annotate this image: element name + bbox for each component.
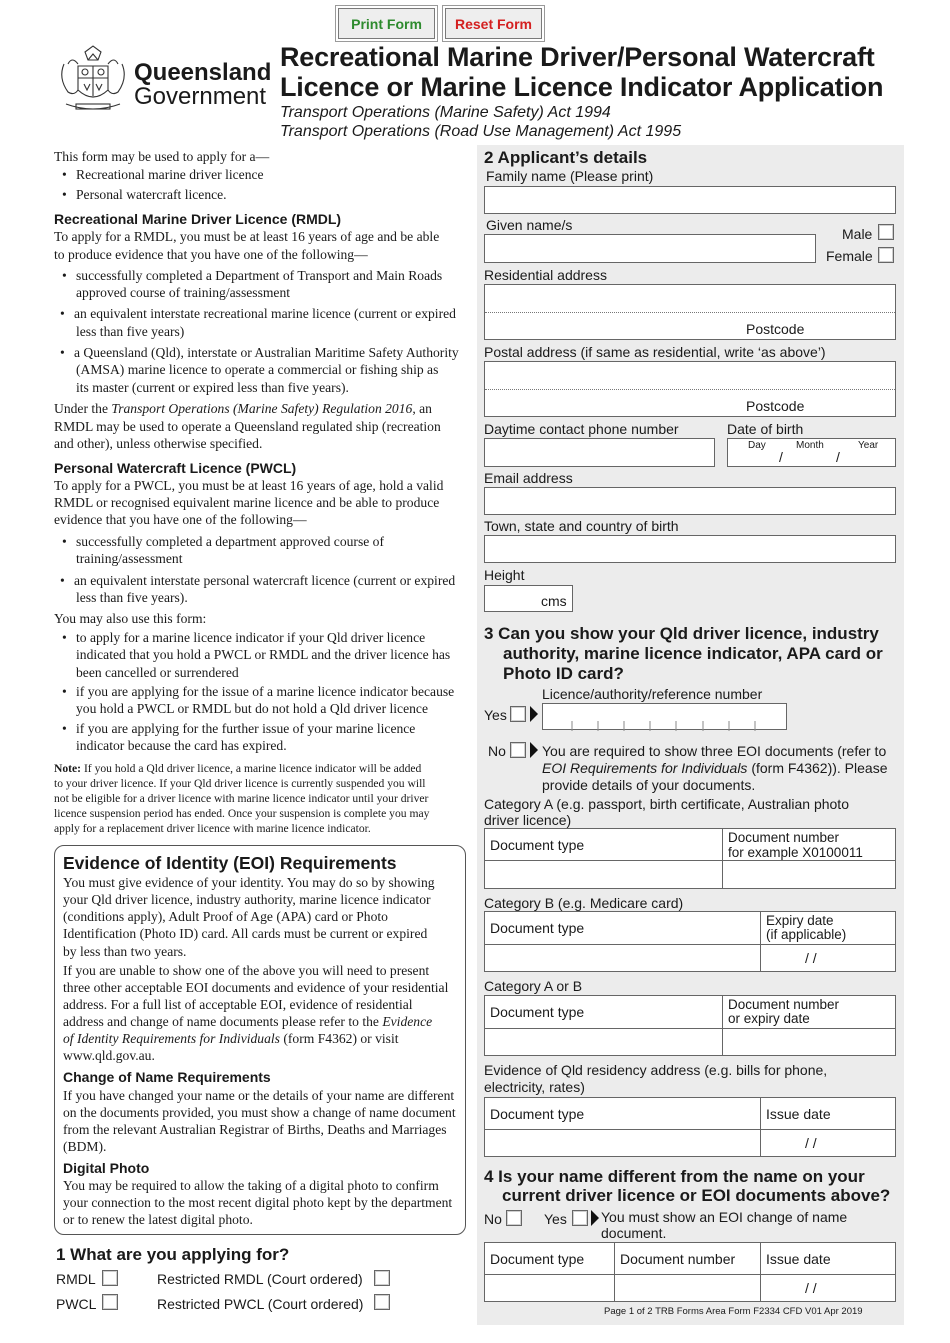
eoi-text: Identification (Photo ID) card. All cards must be current or expired <box>63 926 428 941</box>
pwcl-bullet-cont: less than five years). <box>76 590 188 605</box>
no-instructions: provide details of your documents. <box>542 777 756 793</box>
restricted-pwcl-label: Restricted PWCL (Court ordered) <box>157 1296 364 1312</box>
print-form-button[interactable]: Print Form <box>338 8 435 39</box>
restricted-rmdl-checkbox[interactable] <box>374 1270 390 1286</box>
pwcl-label: PWCL <box>56 1296 97 1312</box>
act-reference-2: Transport Operations (Road Use Management) Act 1995 <box>280 123 682 140</box>
category-b-doc-type-input[interactable] <box>485 945 761 972</box>
dob-label: Date of birth <box>727 421 804 437</box>
form-title-line1: Recreational Marine Driver/Personal Watercraft <box>280 42 875 72</box>
s4-yes-arrow-icon <box>591 1210 599 1226</box>
category-ab-table <box>484 995 896 1056</box>
rmdl-bullet-cont: approved course of training/assessment <box>76 285 291 300</box>
change-of-name-table <box>484 1242 896 1302</box>
phone-input[interactable] <box>484 438 715 467</box>
height-unit: cms <box>541 593 567 609</box>
address-divider <box>485 312 895 313</box>
residency-table <box>484 1097 896 1157</box>
given-names-label: Given name/s <box>486 217 573 233</box>
s4-doc-type-input[interactable] <box>485 1275 615 1302</box>
also-bullet-cont: indicator because the card has expired. <box>76 738 287 753</box>
change-of-name-text: If you have changed your name or the details of your name are different <box>63 1088 455 1103</box>
eoi-text: of Identity Requirements for Individuals (form F4362) or visit <box>63 1031 399 1046</box>
dob-slash: / <box>779 449 783 465</box>
note-text: Note: If you hold a Qld driver licence, a marine licence indicator will be added <box>54 762 422 775</box>
category-a-label: Category A (e.g. passport, birth certificate, Australian photo <box>484 796 849 812</box>
male-label: Male <box>842 226 873 242</box>
section-3-heading: Photo ID card? <box>503 664 624 683</box>
rmdl-bullet-cont: its master (current or expired less than five years). <box>76 380 349 395</box>
category-ab-label: Category A or B <box>484 978 583 994</box>
postal-address-label: Postal address (if same as residential, write ‘as above’) <box>484 344 826 360</box>
also-bullet-cont: indicated that you hold a PWCL or RMDL and the driver licence has <box>76 647 451 662</box>
category-a-table <box>484 828 896 889</box>
residency-label: electricity, rates) <box>484 1079 585 1095</box>
digital-photo-text: your connection to the most recent digital photo kept by the department <box>63 1195 453 1210</box>
pwcl-heading: Personal Watercraft Licence (PWCL) <box>54 460 297 476</box>
change-of-name-text: on the documents provided, you must show a change of name document <box>63 1105 456 1120</box>
intro-item: • Personal watercraft licence. <box>76 186 227 204</box>
s4-yes-checkbox[interactable] <box>572 1210 588 1226</box>
eoi-text: your Qld driver licence, industry authority, marine licence indicator <box>63 892 431 907</box>
doc-number-header: Document number <box>615 1243 761 1275</box>
section-3-heading: authority, marine licence indicator, APA card or <box>503 644 883 663</box>
logo-government: Government <box>134 83 267 110</box>
digital-photo-text: or to renew the latest digital photo. <box>63 1212 253 1227</box>
yes-label: Yes <box>484 707 507 723</box>
given-names-input[interactable] <box>484 234 816 263</box>
residency-label: Evidence of Qld residency address (e.g. bills for phone, <box>484 1062 828 1078</box>
doc-type-header: Document type <box>485 829 723 861</box>
also-bullet: • to apply for a marine licence indicator if your Qld driver licence <box>76 629 425 647</box>
yes-arrow-icon <box>530 706 538 722</box>
reference-number-label: Licence/authority/reference number <box>542 686 763 702</box>
female-label: Female <box>826 248 873 264</box>
rmdl-bullet: • a Queensland (Qld), interstate or Australian Maritime Safety Authority <box>74 344 459 362</box>
s4-issue-date-input[interactable]: / / <box>761 1275 896 1302</box>
female-checkbox[interactable] <box>878 247 894 263</box>
category-a-doc-type-input[interactable] <box>485 861 723 889</box>
rmdl-text: To apply for a RMDL, you must be at least 16 years of age and be able <box>54 229 440 244</box>
eoi-text: www.qld.gov.au. <box>63 1048 155 1063</box>
pwcl-bullet: • an equivalent interstate personal watercraft licence (current or expired <box>74 572 455 590</box>
phone-label: Daytime contact phone number <box>484 421 679 437</box>
doc-or-expiry-header: Document number or expiry date <box>723 996 896 1029</box>
category-a-label: driver licence) <box>484 812 572 828</box>
reference-number-segments <box>543 704 788 731</box>
no-label: No <box>488 743 506 759</box>
act-reference-1: Transport Operations (Marine Safety) Act 1994 <box>280 104 611 121</box>
doc-type-header: Document type <box>485 912 761 945</box>
also-bullet-cont: been cancelled or surrendered <box>76 665 239 680</box>
yes-checkbox[interactable] <box>510 706 526 722</box>
eoi-text: three other acceptable EOI documents and evidence of your residential <box>63 980 449 995</box>
form-title-line2: Licence or Marine Licence Indicator Application <box>280 72 884 102</box>
no-instructions: EOI Requirements for Individuals (form F4362)). Please <box>542 760 888 776</box>
no-instructions: You are required to show three EOI documents (refer to <box>542 743 887 759</box>
also-bullet: • if you are applying for the further issue of your marine licence <box>76 720 415 738</box>
logo-queensland: Queensland <box>134 59 272 86</box>
note-text: apply for a replacement driver licence with marine licence indicator. <box>54 822 371 835</box>
also-bullet-cont: you hold a PWCL or RMDL but do not hold a Qld driver licence <box>76 701 428 716</box>
residential-address-label: Residential address <box>484 267 607 283</box>
rmdl-bullet: • successfully completed a Department of Transport and Main Roads <box>76 267 442 285</box>
rmdl-bullet-cont: less than five years) <box>76 324 185 339</box>
category-a-doc-number-input[interactable] <box>723 861 896 889</box>
pwcl-text: RMDL or recognised equivalent marine licence and be able to produce <box>54 495 440 510</box>
digital-photo-heading: Digital Photo <box>63 1160 150 1176</box>
pwcl-bullet-cont: training/assessment <box>76 551 183 566</box>
eoi-text: address. For a full list of acceptable EOI, evidence of residential <box>63 997 413 1012</box>
reset-form-button[interactable]: Reset Form <box>445 8 542 39</box>
doc-type-header: Document type <box>485 1243 615 1275</box>
change-of-name-text: from the relevant Australian Registrar of Births, Deaths and Marriages <box>63 1122 447 1137</box>
birthplace-label: Town, state and country of birth <box>484 518 679 534</box>
s4-yes-instructions: document. <box>601 1225 667 1241</box>
restricted-pwcl-checkbox[interactable] <box>374 1294 390 1310</box>
pwcl-text: To apply for a PWCL, you must be at least 16 years of age, hold a valid <box>54 478 444 493</box>
restricted-rmdl-label: Restricted RMDL (Court ordered) <box>157 1271 363 1287</box>
note-text: not be eligible for a driver licence with marine licence indicator until your driver <box>54 792 429 805</box>
section-2-heading: 2 Applicant’s details <box>484 148 648 167</box>
doc-type-header: Document type <box>485 1098 761 1130</box>
rmdl-regulation-text: Under the Transport Operations (Marine Safety) Regulation 2016, an <box>54 401 432 416</box>
coat-of-arms-logo <box>54 44 132 114</box>
s4-no-checkbox[interactable] <box>506 1210 522 1226</box>
email-label: Email address <box>484 470 573 486</box>
reference-number-input[interactable] <box>542 703 787 730</box>
intro-lead: This form may be used to apply for a— <box>54 149 270 164</box>
dob-year-label: Year <box>858 440 879 451</box>
residency-doc-type-input[interactable] <box>485 1130 761 1157</box>
change-of-name-heading: Change of Name Requirements <box>63 1069 271 1085</box>
eoi-text: (conditions apply), Adult Proof of Age (APA) card or Photo <box>63 909 388 924</box>
birthplace-input[interactable] <box>484 535 896 563</box>
section-4-heading: current driver licence or EOI documents above? <box>502 1186 891 1205</box>
section-1-heading: 1 What are you applying for? <box>56 1245 290 1264</box>
height-label: Height <box>484 567 525 583</box>
note-text: licence suspension period has ended. Once your suspension is complete you may <box>54 807 430 820</box>
also-lead: You may also use this form: <box>54 611 207 626</box>
eoi-text: address and change of name documents please refer to the Evidence <box>63 1014 433 1029</box>
s4-doc-number-input[interactable] <box>615 1275 761 1302</box>
rmdl-label: RMDL <box>56 1271 96 1287</box>
rmdl-checkbox[interactable] <box>102 1270 118 1286</box>
pwcl-text: evidence that you have one of the following— <box>54 512 307 527</box>
pwcl-bullet: • successfully completed a department approved course of <box>76 533 384 551</box>
rmdl-heading: Recreational Marine Driver Licence (RMDL) <box>54 211 342 227</box>
s4-yes-instructions: You must show an EOI change of name <box>601 1209 848 1225</box>
category-b-expiry-input[interactable]: / / <box>761 945 896 972</box>
change-of-name-text: (BDM). <box>63 1139 107 1154</box>
expiry-header: Expiry date (if applicable) <box>761 912 896 945</box>
dob-slash: / <box>836 449 840 465</box>
category-ab-doc-type-input[interactable] <box>485 1029 723 1056</box>
no-arrow-icon <box>530 742 538 758</box>
email-input[interactable] <box>484 487 896 515</box>
section-4-heading: 4 Is your name different from the name on your <box>484 1167 865 1186</box>
intro-item: • Recreational marine driver licence <box>76 166 264 184</box>
rmdl-bullet-cont: (AMSA) marine licence to operate a commercial or fishing ship as <box>76 362 439 377</box>
page-footer: Page 1 of 2 TRB Forms Area Form F2334 CFD V01 Apr 2019 <box>604 1306 863 1317</box>
category-b-label: Category B (e.g. Medicare card) <box>484 895 684 911</box>
address-divider <box>485 389 895 390</box>
eoi-heading: Evidence of Identity (EOI) Requirements <box>63 853 397 873</box>
residency-issue-date-input[interactable]: / / <box>761 1130 896 1157</box>
residential-postcode-label: Postcode <box>746 321 805 337</box>
dob-month-label: Month <box>796 440 824 451</box>
section-3-heading: 3 Can you show your Qld driver licence, industry <box>484 624 879 643</box>
no-checkbox[interactable] <box>510 742 526 758</box>
dob-day-label: Day <box>748 440 766 451</box>
eoi-text: You must give evidence of your identity. You may do so by showing <box>63 875 435 890</box>
male-checkbox[interactable] <box>878 224 894 240</box>
rmdl-text: to produce evidence that you have one of the following— <box>54 247 368 262</box>
digital-photo-text: You may be required to allow the taking of a digital photo to confirm <box>63 1178 439 1193</box>
s4-yes-label: Yes <box>544 1211 567 1227</box>
category-b-table <box>484 911 896 972</box>
doc-number-header: Document number for example X0100011 <box>723 829 896 861</box>
family-name-label: Family name (Please print) <box>486 168 654 184</box>
issue-date-header: Issue date <box>761 1243 896 1275</box>
issue-date-header: Issue date <box>761 1098 896 1130</box>
rmdl-regulation-text: and other), unless otherwise specified. <box>54 436 263 451</box>
also-bullet: • if you are applying for the issue of a marine licence indicator because <box>76 683 454 701</box>
eoi-text: If you are unable to show one of the above you will need to present <box>63 963 430 978</box>
s4-no-label: No <box>484 1211 502 1227</box>
pwcl-checkbox[interactable] <box>102 1294 118 1310</box>
eoi-text: by less than two years. <box>63 944 187 959</box>
doc-type-header: Document type <box>485 996 723 1029</box>
category-ab-doc-number-input[interactable] <box>723 1029 896 1056</box>
rmdl-bullet: • an equivalent interstate recreational marine licence (current or expired <box>74 305 456 323</box>
family-name-input[interactable] <box>484 186 896 214</box>
note-text: to your driver licence. If your Qld driver licence is currently suspended you will <box>54 777 426 790</box>
postal-postcode-label: Postcode <box>746 398 805 414</box>
rmdl-regulation-text: RMDL may be used to operate a Queensland regulated ship (recreation <box>54 419 441 434</box>
